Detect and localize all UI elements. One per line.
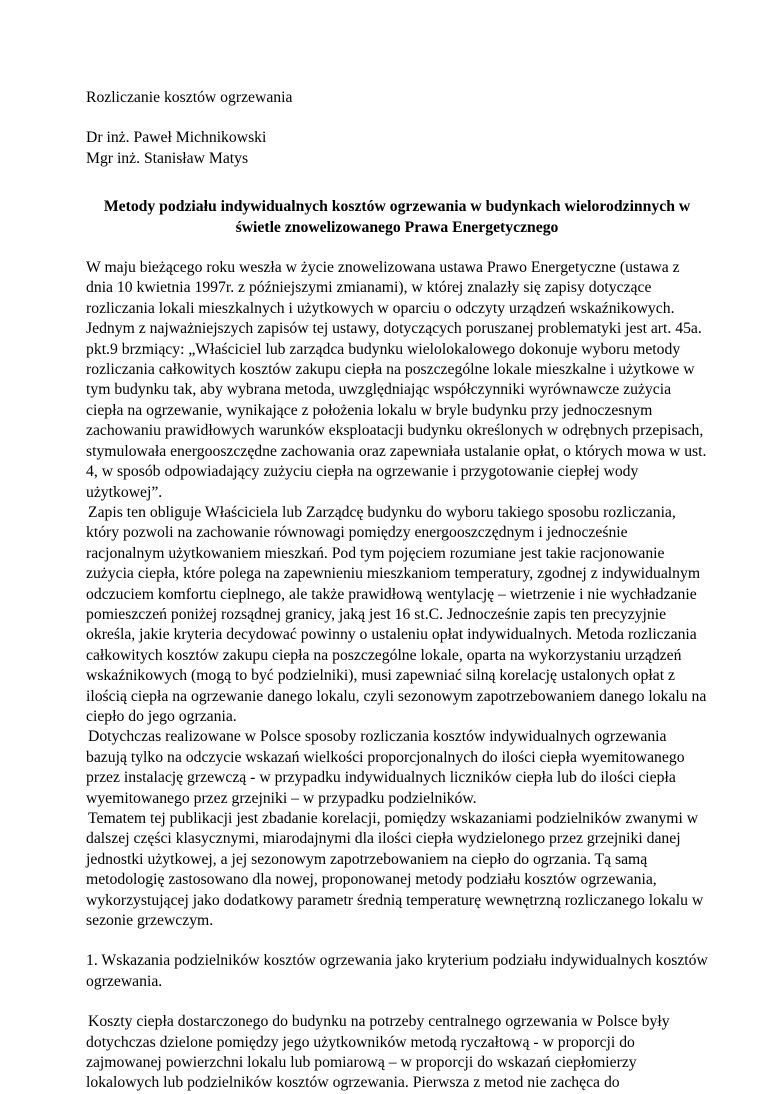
article-body	[86, 258, 708, 931]
paragraph-1: W maju bieżącego roku weszła w życie znowelizowana ustawa Prawo Energetyczne (ustawa z dnia 10 kwietnia 1997r. z późniejszymi zmianami), w której znalazły się zapisy dotyczące rozliczania lokali mieszkalnych i użytkowych w oparciu o odczyty urządzeń wskaźnikowych. Jednym z najważniejszych zapisów tej ustawy, dotyczących poruszanej problematyki jest art. 45a. pkt.9 brzmiący: „Właściciel lub zarządca budynku wielolokalowego dokonuje wyboru metody rozliczania całkowitych kosztów zakupu ciepła na poszczególne lokale mieszkalne i użytkowe w tym budynku tak, aby wybrana metoda, uwzględniając współczynniki wyrównawcze zużycia ciepła na ogrzewanie, wynikające z położenia lokalu w bryle budynku przy jednoczesnym zachowaniu prawidłowych warunków eksploatacji budynku określonych w odrębnych przepisach, stymulowała energooszczędne zachowania oraz zapewniała ustalanie opłat, o których mowa w ust. 4, w sposób odpowiadający zużyciu ciepła na ogrzewanie i przygotowanie ciepłej wody użytkowej”.	[86, 259, 707, 501]
article-title: Metody podziału indywidualnych kosztów ogrzewania w budynkach wielorodzinnych w świetle znowelizowanego Prawa Energetycznego	[103, 198, 691, 236]
paragraph-4: Tematem tej publikacji jest zbadanie korelacji, pomiędzy wskazaniami podzielników zwanymi w dalszej części klasycznymi, miarodajnymi dla ilości ciepła wydzielonego przez grzejniki danej jednostki użytkowej, a jej sezonowym zapotrzebowaniem na ciepło do ogrzania. Tą samą metodologię zastosowano dla nowej, proponowanej metody podziału kosztów ogrzewania, wykorzystującej jako dodatkowy parametr średnią temperaturę wewnętrzną rozliczanego lokalu w sezonie grzewczym.	[86, 810, 704, 930]
spacer	[86, 931, 708, 951]
paragraph-2: Zapis ten obliguje Właściciela lub Zarządcę budynku do wyboru takiego sposobu rozliczania, który pozwoli na zachowanie równowagi pomiędzy energooszczędnym i jednocześnie racjonalnym użytkowaniem mieszkań. Pod tym pojęciem rozumiane jest takie racjonowanie zużycia ciepła, które polega na zapewnieniu mieszkaniom temperatury, zgodnej z indywidualnym odczuciem komfortu cieplnego, ale także prawidłową wentylację – wietrzenie i nie wychładzanie pomieszczeń poniżej rozsądnej granicy, jaką jest 16 st.C. Jednocześnie zapis ten precyzyjnie określa, jakie kryteria decydować powinny o ustaleniu opłat indywidualnych. Metoda rozliczania całkowitych kosztów zakupu ciepła na poszczególne lokale, oparta na wykorzystaniu urządzeń wskaźnikowych (mogą to być podzielniki), musi zapewniać silną korelację ustalonych opłat z ilością ciepła na ogrzewanie danego lokalu, czyli sezonowym zapotrzebowaniem danego lokalu na ciepło do jego ogrzania.	[86, 503, 707, 725]
spacer	[86, 238, 708, 258]
section-paragraph-1: Koszty ciepła dostarczonego do budynku na potrzeby centralnego ogrzewania w Polsce były dotychczas dzielone pomiędzy jego użytkowników metodą ryczałtową - w proporcji do zajmowanej powierzchni lokalu lub pomiarową – w proporcji do wskazań ciepłomierzy lokalowych lub podzielników kosztów ogrzewania. Pierwsza z metod nie zachęca do	[86, 1013, 670, 1092]
paragraph-3: Dotychczas realizowane w Polsce sposoby rozliczania kosztów indywidualnych ogrzewania bazują tylko na odczycie wskazań wielkości proporcjonalnych do ilości ciepła wyemitowanego przez instalację grzewczą - w przypadku indywidualnych liczników ciepła lub do ilości ciepła wyemitowanego przez grzejniki – w przypadku podzielników.	[86, 728, 685, 807]
spacer	[86, 108, 708, 128]
author-2: Mgr inż. Stanisław Matys	[86, 149, 249, 167]
section-heading: 1. Wskazania podzielników kosztów ogrzewania jako kryterium podziału indywidualnych kosztów ogrzewania.	[86, 952, 708, 990]
spacer	[86, 992, 708, 1012]
author-1: Dr inż. Paweł Michnikowski	[86, 129, 267, 147]
document-heading: Rozliczanie kosztów ogrzewania	[86, 89, 293, 106]
spacer	[86, 169, 708, 189]
